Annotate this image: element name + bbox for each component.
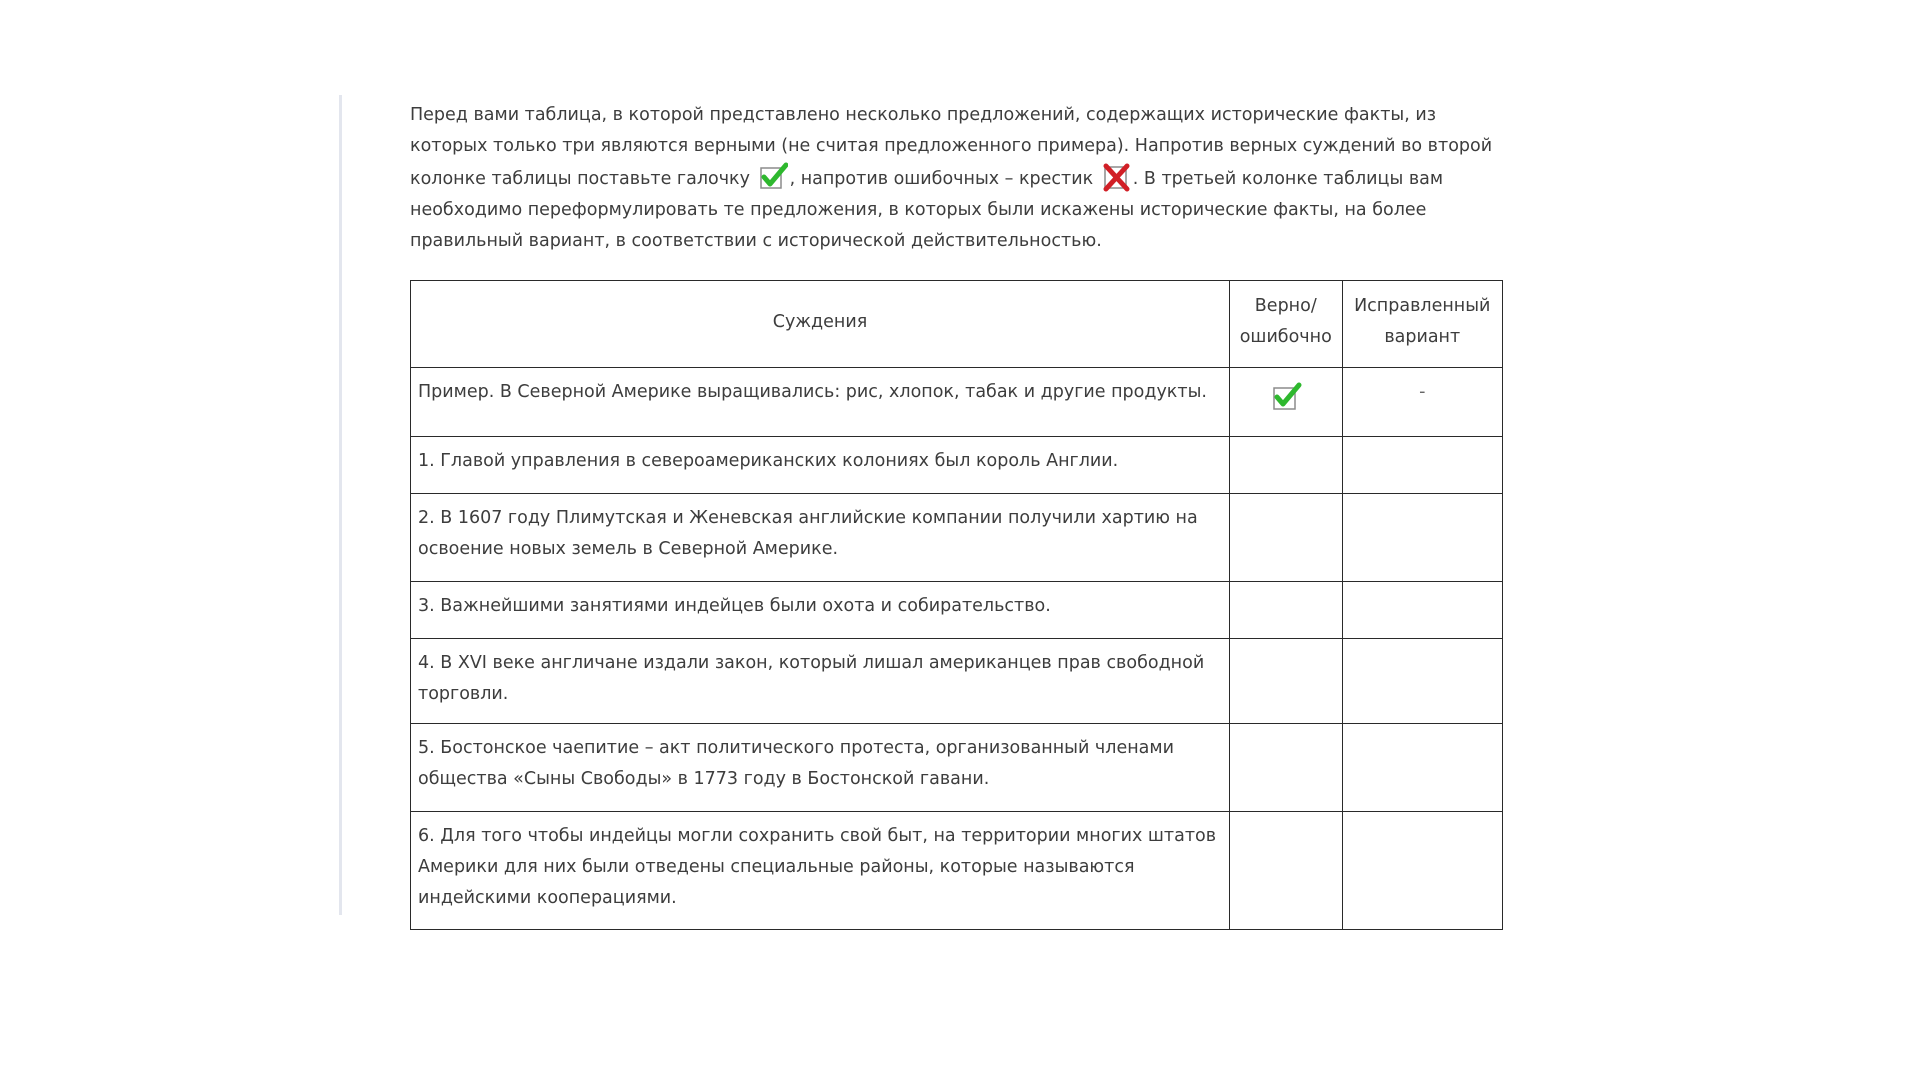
mark-cell[interactable]	[1230, 582, 1343, 639]
table-row	[411, 494, 1503, 582]
mark-cell[interactable]	[1230, 724, 1343, 812]
header-correct-incorrect	[1230, 281, 1343, 368]
mark-cell[interactable]	[1230, 494, 1343, 582]
table-header-row	[411, 281, 1503, 368]
header-correct-line2: ошибочно	[1239, 327, 1332, 347]
header-correct-line1: Верно/	[1254, 296, 1317, 316]
corrected-cell[interactable]: -	[1342, 368, 1502, 437]
instructions-part-2: , напротив ошибочных – крестик	[789, 169, 1094, 189]
mark-cell[interactable]	[1230, 437, 1343, 494]
instructions-part-3: . В третьей колонке таблицы вам необходимо переформулировать те предложения, в которых были искажены исторические факты, на более правильный вариант, в соответствии с исторической действительностью.	[410, 169, 1444, 251]
corrected-cell[interactable]	[1342, 639, 1502, 724]
header-corrected-line1: Исправленный	[1354, 296, 1491, 316]
judgement-text: 4. В XVI веке англичане издали закон, который лишал американцев прав свободной торговли.	[411, 639, 1230, 724]
task-content	[410, 100, 1505, 908]
corrected-cell[interactable]	[1342, 724, 1502, 812]
table-row	[411, 582, 1503, 639]
header-corrected-variant	[1342, 281, 1502, 368]
mark-cell[interactable]	[1230, 812, 1343, 930]
check-icon	[758, 162, 788, 192]
instructions-part-1: Перед вами таблица, в которой представлено несколько предложений, содержащих исторические факты, из которых только три являются верными (не считая предложенного примера). Напротив верных суждений во второй колонке таблицы поставьте галочку	[410, 105, 1493, 189]
header-judgements: Суждения	[411, 281, 1230, 368]
judgement-text: 1. Главой управления в североамериканских колониях был король Англии.	[411, 437, 1230, 494]
judgement-text: 2. В 1607 году Плимутская и Женевская английские компании получили хартию на освоение новых земель в Северной Америке.	[411, 494, 1230, 582]
cross-icon	[1101, 162, 1131, 192]
header-corrected-line2: вариант	[1384, 327, 1461, 347]
judgement-text: 3. Важнейшими занятиями индейцев были охота и собирательство.	[411, 582, 1230, 639]
corrected-cell[interactable]	[1342, 437, 1502, 494]
mark-cell[interactable]	[1230, 368, 1343, 437]
table-row	[411, 724, 1503, 812]
judgement-text: 6. Для того чтобы индейцы могли сохранить свой быт, на территории многих штатов Америки для них были отведены специальные районы, которые называются индейскими кооперациями.	[411, 812, 1230, 930]
corrected-cell[interactable]	[1342, 812, 1502, 930]
corrected-cell[interactable]	[1342, 494, 1502, 582]
task-instructions	[410, 100, 1505, 257]
table-row	[411, 639, 1503, 724]
corrected-cell[interactable]	[1342, 582, 1502, 639]
judgement-text: Пример. В Северной Америке выращивались: рис, хлопок, табак и другие продукты.	[411, 368, 1230, 437]
judgement-text: 5. Бостонское чаепитие – акт политического протеста, организованный членами общества «Сыны Свободы» в 1773 году в Бостонской гавани.	[411, 724, 1230, 812]
judgements-table	[410, 280, 1503, 930]
table-row	[411, 812, 1503, 930]
table-row	[411, 368, 1503, 437]
blockquote-rule	[339, 95, 342, 915]
check-icon	[1270, 380, 1302, 412]
table-row	[411, 437, 1503, 494]
mark-cell[interactable]	[1230, 639, 1343, 724]
